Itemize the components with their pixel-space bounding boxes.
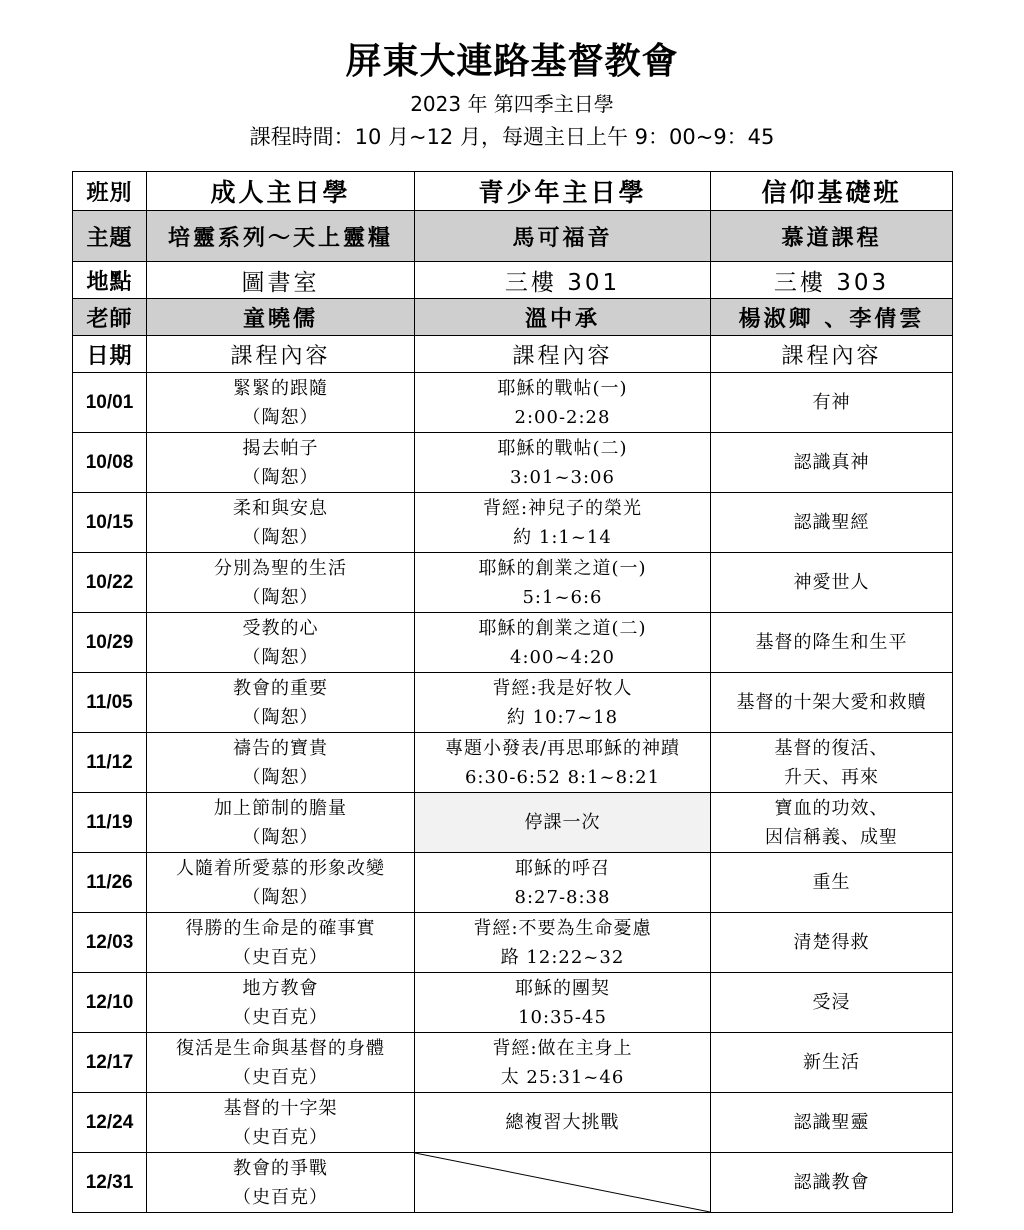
content-header-basic: 課程內容: [711, 336, 953, 373]
lesson-line: 背經:不要為生命憂慮: [473, 917, 652, 939]
lesson-youth: [415, 1033, 711, 1093]
lesson-line: 約 10:7~18: [506, 706, 619, 728]
lesson-line: （陶恕）: [242, 406, 319, 428]
lesson-line: 人隨着所愛慕的形象改變: [176, 857, 385, 879]
lesson-adult: [147, 1153, 415, 1213]
class-youth: 青少年主日學: [415, 172, 711, 211]
lesson-line: （史百克）: [233, 1186, 328, 1208]
lesson-line: 耶穌的團契: [515, 977, 610, 999]
lesson-line: 基督的降生和生平: [755, 632, 908, 653]
lesson-line: （陶恕）: [242, 646, 319, 668]
lesson-youth: [415, 853, 711, 913]
row-date: 12/17: [73, 1033, 147, 1093]
lesson-youth: [415, 733, 711, 793]
content-header-youth: 課程內容: [415, 336, 711, 373]
lesson-line: 重生: [812, 872, 851, 893]
lesson-line: （陶恕）: [242, 826, 319, 848]
lesson-line: 10:35-45: [518, 1006, 607, 1028]
schedule-row: [73, 553, 953, 613]
row-label-topic: 主題: [73, 211, 147, 262]
row-date: 12/03: [73, 913, 147, 973]
schedule-row: [73, 793, 953, 853]
lesson-adult: [147, 853, 415, 913]
topic-youth: 馬可福音: [415, 211, 711, 262]
lesson-line: 教會的重要: [233, 677, 328, 699]
location-youth: 三樓 301: [415, 262, 711, 299]
lesson-line: 寶血的功效、: [774, 797, 889, 819]
lesson-line: （陶恕）: [242, 886, 319, 908]
lesson-line: 4:00~4:20: [510, 646, 615, 668]
row-label-date: 日期: [73, 336, 147, 373]
row-label-class: 班別: [73, 172, 147, 211]
lesson-line: 總複習大挑戰: [505, 1112, 620, 1133]
term-subtitle: 2023 年 第四季主日學: [410, 92, 614, 116]
lesson-line: （陶恕）: [242, 466, 319, 488]
lesson-line: 地方教會: [242, 977, 319, 999]
teacher-row: [73, 299, 953, 336]
lesson-basic: [711, 493, 953, 553]
row-date: 11/19: [73, 793, 147, 853]
row-label-location: 地點: [73, 262, 147, 299]
lesson-basic: [711, 793, 953, 853]
lesson-line: 耶穌的戰帖(二): [497, 437, 628, 459]
lesson-basic: [711, 913, 953, 973]
location-adult: 圖書室: [147, 262, 415, 299]
lesson-youth: [415, 433, 711, 493]
lesson-basic: [711, 613, 953, 673]
lesson-line: 認識教會: [793, 1172, 870, 1193]
lesson-youth: [415, 553, 711, 613]
lesson-adult: [147, 433, 415, 493]
schedule-time: 課程時間：10 月~12 月，每週主日上午 9：00~9：45: [249, 125, 775, 149]
lesson-youth: [415, 373, 711, 433]
lesson-adult: [147, 793, 415, 853]
topic-row: [73, 211, 953, 262]
lesson-line: 新生活: [803, 1052, 860, 1073]
class-adult: 成人主日學: [147, 172, 415, 211]
lesson-youth: [415, 493, 711, 553]
topic-basic: 慕道課程: [711, 211, 953, 262]
row-date: 12/10: [73, 973, 147, 1033]
lesson-adult: [147, 913, 415, 973]
lesson-line: 8:27-8:38: [514, 886, 611, 908]
schedule-row: [73, 913, 953, 973]
lesson-youth: [415, 793, 711, 853]
lesson-line: 認識聖靈: [793, 1112, 870, 1133]
lesson-adult: [147, 973, 415, 1033]
schedule-row: [73, 373, 953, 433]
lesson-line: 2:00-2:28: [514, 406, 611, 428]
row-date: 12/31: [73, 1153, 147, 1213]
row-date: 10/29: [73, 613, 147, 673]
lesson-line: 耶穌的創業之道(二): [478, 617, 647, 639]
lesson-line: 專題小發表/再思耶穌的神蹟: [444, 737, 681, 759]
lesson-line: 揭去帕子: [242, 437, 319, 459]
lesson-line: 基督的復活、: [774, 737, 889, 759]
row-date: 10/01: [73, 373, 147, 433]
lesson-line: 神愛世人: [793, 572, 870, 593]
lesson-line: 有神: [812, 392, 851, 413]
lesson-line: （史百克）: [233, 1066, 328, 1088]
lesson-line: 5:1~6:6: [522, 586, 603, 608]
lesson-line: 約 1:1~14: [513, 526, 612, 548]
lesson-line: 禱告的寶貴: [233, 737, 328, 759]
church-title: 屏東大連路基督教會: [345, 41, 679, 82]
lesson-line: 耶穌的呼召: [515, 857, 610, 879]
teacher-basic: 楊淑卿 、李倩雲: [711, 299, 953, 336]
class-header-row: [73, 172, 953, 211]
lesson-line: （史百克）: [233, 946, 328, 968]
lesson-line: （陶恕）: [242, 526, 319, 548]
lesson-basic: [711, 1093, 953, 1153]
lesson-basic: [711, 1153, 953, 1213]
lesson-line: 認識聖經: [793, 512, 870, 533]
lesson-line: 基督的十架大愛和救贖: [736, 692, 927, 713]
schedule-row: [73, 433, 953, 493]
lesson-line: 受浸: [812, 992, 851, 1013]
row-date: 11/12: [73, 733, 147, 793]
lesson-youth: [415, 613, 711, 673]
date-header-row: [73, 336, 953, 373]
lesson-line: 停課一次: [524, 812, 601, 833]
teacher-adult: 童曉儒: [147, 299, 415, 336]
lesson-line: 耶穌的創業之道(一): [478, 557, 647, 579]
lesson-line: 6:30-6:52 8:1~8:21: [464, 766, 661, 788]
location-basic: 三樓 303: [711, 262, 953, 299]
location-row: [73, 262, 953, 299]
lesson-adult: [147, 733, 415, 793]
row-date: 10/22: [73, 553, 147, 613]
row-date: 10/15: [73, 493, 147, 553]
lesson-line: （陶恕）: [242, 706, 319, 728]
lesson-adult: [147, 373, 415, 433]
lesson-line: （史百克）: [233, 1006, 328, 1028]
lesson-line: 路 12:22~32: [500, 946, 625, 968]
empty-cell-slash: [415, 1153, 710, 1212]
lesson-basic: [711, 373, 953, 433]
row-label-teacher: 老師: [73, 299, 147, 336]
schedule-row: [73, 973, 953, 1033]
lesson-adult: [147, 613, 415, 673]
lesson-youth: [415, 973, 711, 1033]
lesson-youth: [415, 1153, 711, 1213]
lesson-line: 升天、再來: [784, 766, 879, 788]
lesson-line: （陶恕）: [242, 766, 319, 788]
lesson-basic: [711, 673, 953, 733]
schedule-row: [73, 673, 953, 733]
lesson-line: 太 25:31~46: [500, 1066, 625, 1088]
row-date: 11/26: [73, 853, 147, 913]
lesson-line: 基督的十字架: [223, 1097, 338, 1119]
schedule-row: [73, 733, 953, 793]
lesson-line: 復活是生命與基督的身體: [176, 1037, 385, 1059]
lesson-line: 受教的心: [242, 617, 319, 639]
schedule-table: [72, 171, 953, 1213]
lesson-line: 耶穌的戰帖(一): [497, 377, 628, 399]
lesson-adult: [147, 1033, 415, 1093]
row-date: 11/05: [73, 673, 147, 733]
lesson-basic: [711, 853, 953, 913]
row-date: 10/08: [73, 433, 147, 493]
lesson-basic: [711, 553, 953, 613]
schedule-row: [73, 853, 953, 913]
schedule-row: [73, 1033, 953, 1093]
lesson-adult: [147, 673, 415, 733]
lesson-line: 背經:我是好牧人: [492, 677, 633, 699]
lesson-line: 得勝的生命是的確事實: [185, 917, 376, 939]
schedule-row: [73, 493, 953, 553]
lesson-line: 因信稱義、成聖: [765, 826, 898, 848]
lesson-adult: [147, 553, 415, 613]
class-basic: 信仰基礎班: [711, 172, 953, 211]
content-header-adult: 課程內容: [147, 336, 415, 373]
lesson-line: 緊緊的跟隨: [233, 377, 328, 399]
lesson-line: 教會的爭戰: [233, 1157, 328, 1179]
lesson-line: 認識真神: [793, 452, 870, 473]
schedule-row: [73, 613, 953, 673]
lesson-basic: [711, 433, 953, 493]
lesson-line: 背經:做在主身上: [492, 1037, 633, 1059]
lesson-youth: [415, 1093, 711, 1153]
lesson-line: 清楚得救: [793, 932, 870, 953]
lesson-basic: [711, 1033, 953, 1093]
lesson-adult: [147, 493, 415, 553]
lesson-line: 柔和與安息: [233, 497, 328, 519]
schedule-row: [73, 1153, 953, 1213]
diagonal-line: [415, 1153, 710, 1212]
lesson-line: （史百克）: [233, 1126, 328, 1148]
lesson-line: （陶恕）: [242, 586, 319, 608]
topic-adult: 培靈系列～天上靈糧: [147, 211, 415, 262]
teacher-youth: 溫中承: [415, 299, 711, 336]
lesson-line: 分別為聖的生活: [214, 557, 347, 579]
lesson-basic: [711, 973, 953, 1033]
lesson-youth: [415, 913, 711, 973]
lesson-line: 3:01~3:06: [510, 466, 615, 488]
lesson-line: 背經:神兒子的榮光: [482, 497, 643, 519]
row-date: 12/24: [73, 1093, 147, 1153]
schedule-row: [73, 1093, 953, 1153]
lesson-youth: [415, 673, 711, 733]
lesson-basic: [711, 733, 953, 793]
lesson-adult: [147, 1093, 415, 1153]
lesson-line: 加上節制的膽量: [214, 797, 347, 819]
